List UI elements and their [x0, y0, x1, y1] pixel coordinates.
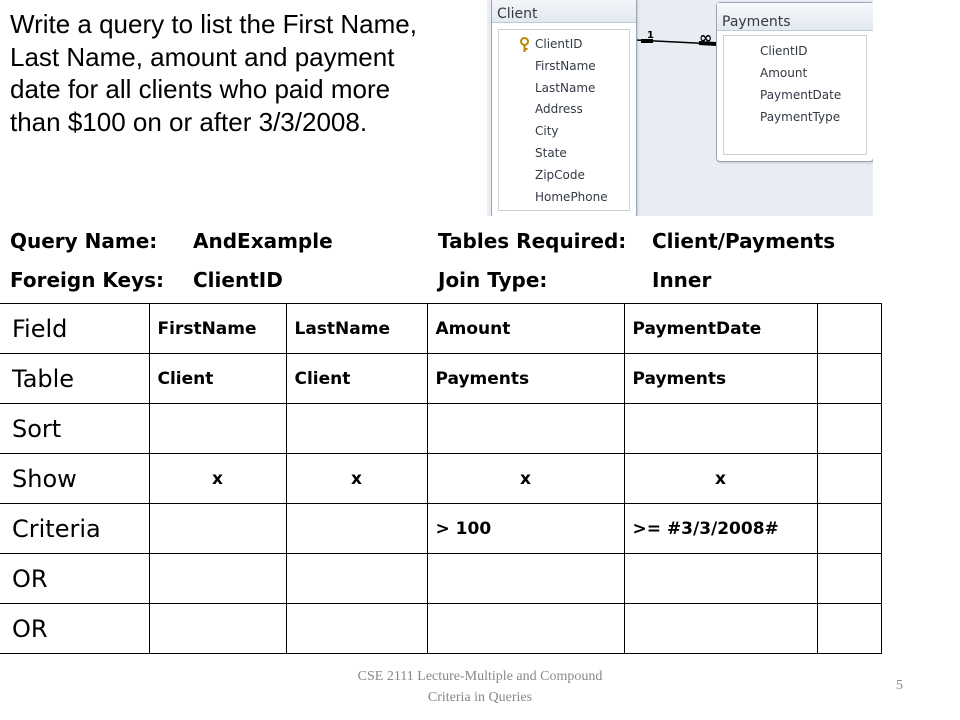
payments-field-label: ClientID	[760, 44, 808, 58]
primary-key-icon	[519, 37, 530, 53]
foreign-keys-value: ClientID	[193, 268, 283, 292]
grid-cell	[817, 304, 881, 354]
footer-line-1: CSE 2111 Lecture-Multiple and Compound	[357, 669, 603, 684]
grid-cell: x	[286, 454, 427, 504]
client-field	[499, 34, 629, 56]
query-design-grid	[0, 303, 882, 654]
grid-cell	[427, 604, 624, 654]
grid-cell: Client	[286, 354, 427, 404]
grid-row-label: Criteria	[0, 504, 149, 554]
grid-row-table	[0, 354, 881, 404]
client-field	[499, 187, 629, 209]
client-field	[499, 56, 629, 78]
grid-row-label: Field	[0, 304, 149, 354]
grid-row-label: Table	[0, 354, 149, 404]
grid-cell: FirstName	[149, 304, 286, 354]
question-text: Write a query to list the First Name, Last Name, amount and payment date for all clients who paid more than $100 on or after 3/3/2008.	[10, 9, 417, 137]
grid-cell	[624, 604, 817, 654]
client-field-label: Address	[535, 102, 583, 117]
grid-row-or	[0, 604, 881, 654]
grid-cell	[817, 354, 881, 404]
grid-row-criteria	[0, 504, 881, 554]
join-type-label: Join Type:	[438, 268, 548, 292]
grid-row-field	[0, 304, 881, 354]
grid-row-label: Sort	[0, 404, 149, 454]
tables-required-value: Client/Payments	[652, 229, 836, 253]
client-field-list	[498, 29, 630, 211]
client-field	[499, 165, 629, 187]
grid-cell	[286, 554, 427, 604]
footer-line-2: Criteria in Queries	[427, 690, 533, 705]
client-field	[499, 121, 629, 143]
relationship-many-label: ∞	[699, 28, 712, 47]
client-table-box	[491, 0, 637, 216]
grid-cell	[817, 504, 881, 554]
payments-field	[724, 62, 866, 84]
grid-row-show	[0, 454, 881, 504]
join-type-value: Inner	[652, 268, 712, 292]
grid-cell	[817, 404, 881, 454]
grid-cell	[149, 504, 286, 554]
grid-cell: > 100	[427, 504, 624, 554]
client-field-label: LastName	[535, 80, 596, 95]
payments-table-title: Payments	[717, 3, 873, 31]
grid-cell: Amount	[427, 304, 624, 354]
slide-footer	[330, 666, 630, 708]
payments-field-list	[723, 35, 867, 155]
grid-cell	[817, 604, 881, 654]
client-field-label: State	[535, 145, 567, 160]
client-field-label: ClientID	[535, 37, 583, 51]
client-field	[499, 99, 629, 121]
grid-cell: Payments	[427, 354, 624, 404]
grid-row-label: Show	[0, 454, 149, 504]
payments-field-label: Amount	[760, 66, 808, 80]
grid-cell: Client	[149, 354, 286, 404]
grid-row-sort	[0, 404, 881, 454]
grid-row-label: OR	[0, 604, 149, 654]
grid-row-or	[0, 554, 881, 604]
client-field-label: HomePhone	[535, 189, 608, 204]
grid-row-label: OR	[0, 554, 149, 604]
grid-cell	[427, 404, 624, 454]
grid-cell: x	[149, 454, 286, 504]
grid-cell	[149, 604, 286, 654]
grid-cell	[624, 404, 817, 454]
query-name-label: Query Name:	[10, 229, 158, 253]
payments-field	[724, 84, 866, 106]
tables-required-label: Tables Required:	[438, 229, 627, 253]
page-number: 5	[896, 678, 903, 693]
grid-cell	[817, 454, 881, 504]
grid-cell: x	[427, 454, 624, 504]
payments-table-box	[716, 2, 873, 162]
client-field	[499, 78, 629, 100]
client-table-title: Client	[492, 0, 636, 23]
relationship-one-label: 1	[647, 30, 654, 41]
grid-cell	[149, 554, 286, 604]
grid-cell	[624, 554, 817, 604]
payments-field	[724, 40, 866, 62]
grid-cell: x	[624, 454, 817, 504]
foreign-keys-label: Foreign Keys:	[10, 268, 165, 292]
query-name-value: AndExample	[193, 229, 333, 253]
grid-cell: >= #3/3/2008#	[624, 504, 817, 554]
grid-cell	[286, 404, 427, 454]
client-field-label: FirstName	[535, 58, 596, 73]
client-field-label: City	[535, 124, 559, 139]
grid-cell	[427, 554, 624, 604]
grid-cell: Payments	[624, 354, 817, 404]
client-field-label: ZipCode	[535, 167, 585, 182]
grid-cell	[817, 554, 881, 604]
client-field	[499, 143, 629, 165]
relationships-diagram	[487, 0, 873, 216]
payments-field-label: PaymentDate	[760, 88, 842, 102]
grid-cell	[149, 404, 286, 454]
grid-cell	[286, 504, 427, 554]
payments-field	[724, 106, 866, 128]
grid-cell	[286, 604, 427, 654]
grid-cell: LastName	[286, 304, 427, 354]
grid-cell: PaymentDate	[624, 304, 817, 354]
payments-field-label: PaymentType	[760, 110, 841, 124]
